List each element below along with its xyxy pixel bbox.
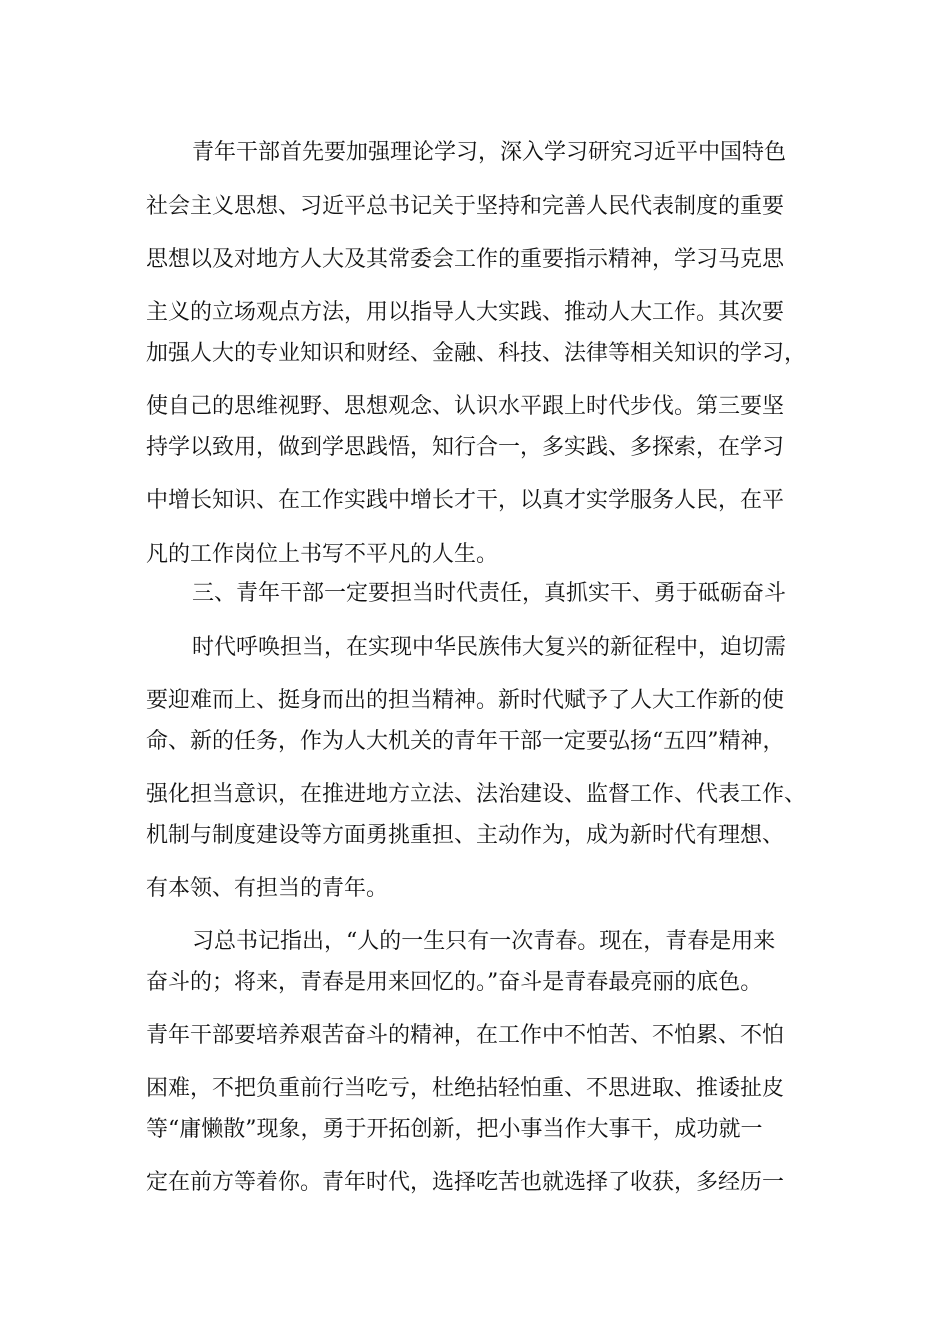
paragraph-3-line-6: 定在前方等着你。青年时代，选择吃苦也就选择了收获，多经历一 (146, 1170, 785, 1195)
paragraph-1-line-3: 思想以及对地方人大及其常委会工作的重要指示精神，学习马克思 (146, 247, 785, 272)
paragraph-1-line-7: 持学以致用，做到学思践悟，知行合一，多实践、多探索，在学习 (146, 435, 785, 460)
paragraph-2-line-3: 命、新的任务，作为人大机关的青年干部一定要弘扬“五四”精神， (146, 729, 785, 754)
paragraph-3-line-3: 青年干部要培养艰苦奋斗的精神，在工作中不怕苦、不怕累、不怕 (146, 1023, 785, 1048)
paragraph-1-line-6: 使自己的思维视野、思想观念、认识水平跟上时代步伐。第三要坚 (146, 394, 785, 419)
paragraph-1-line-2: 社会主义思想、习近平总书记关于坚持和完善人民代表制度的重要 (146, 194, 785, 219)
paragraph-1-line-8: 中增长知识、在工作实践中增长才干，以真才实学服务人民，在平 (146, 488, 785, 513)
paragraph-3-line-5: 等“庸懒散”现象，勇于开拓创新，把小事当作大事干，成功就一 (146, 1117, 763, 1142)
paragraph-1-line-5: 加强人大的专业知识和财经、金融、科技、法律等相关知识的学习， (146, 341, 807, 366)
paragraph-1-line-1: 青年干部首先要加强理论学习，深入学习研究习近平中国特色 (192, 140, 787, 165)
paragraph-2-line-4: 强化担当意识，在推进地方立法、法治建设、监督工作、代表工作、 (146, 782, 807, 807)
section-heading: 三、青年干部一定要担当时代责任，真抓实干、勇于砥砺奋斗 (192, 581, 787, 606)
paragraph-3-line-2: 奋斗的；将来，青春是用来回忆的。”奋斗是青春最亮丽的底色。 (146, 970, 763, 995)
paragraph-1-line-4: 主义的立场观点方法，用以指导人大实践、推动人大工作。其次要 (146, 300, 785, 325)
paragraph-1-line-9: 凡的工作岗位上书写不平凡的人生。 (146, 542, 499, 567)
paragraph-3-line-4: 困难，不把负重前行当吃亏，杜绝拈轻怕重、不思进取、推诿扯皮 (146, 1076, 785, 1101)
paragraph-2-line-2: 要迎难而上、挺身而出的担当精神。新时代赋予了人大工作新的使 (146, 688, 785, 713)
paragraph-3-line-1: 习总书记指出，“人的一生只有一次青春。现在，青春是用来 (192, 929, 776, 954)
paragraph-2-line-5: 机制与制度建设等方面勇挑重担、主动作为，成为新时代有理想、 (146, 823, 785, 848)
paragraph-2-line-1: 时代呼唤担当，在实现中华民族伟大复兴的新征程中，迫切需 (192, 635, 787, 660)
paragraph-2-line-6: 有本领、有担当的青年。 (146, 876, 389, 901)
